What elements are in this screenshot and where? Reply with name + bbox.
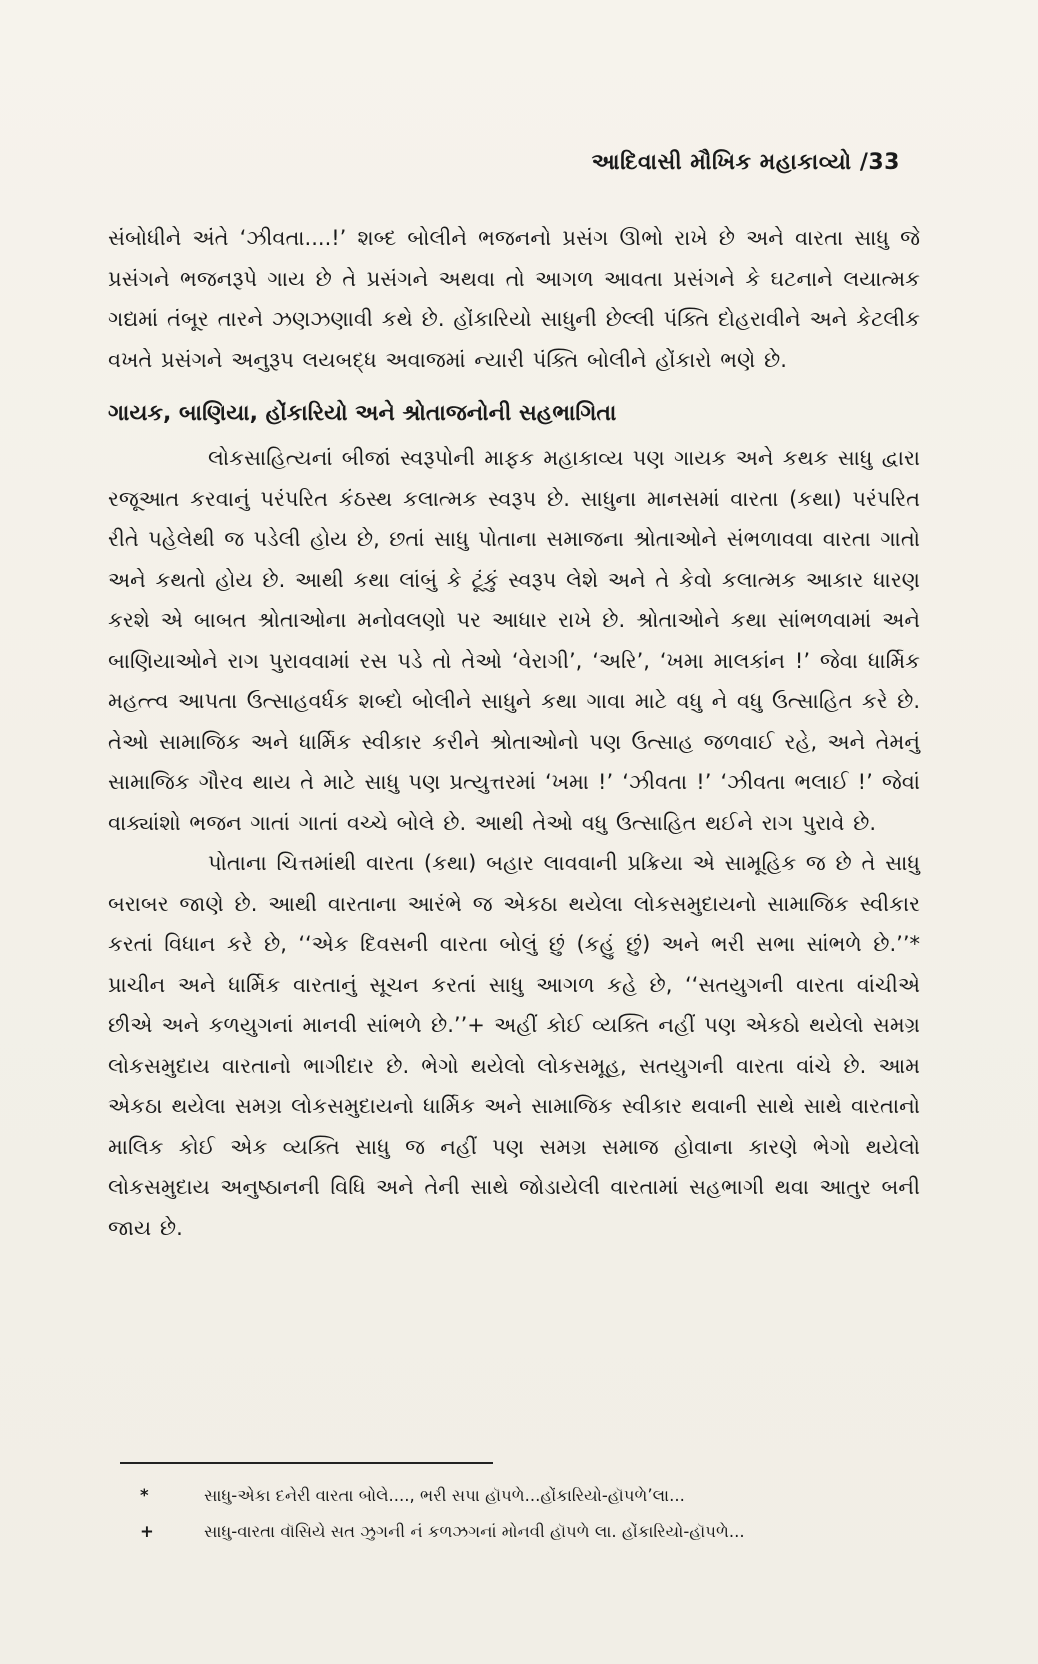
footnote-mark: *: [140, 1486, 149, 1505]
footnote-text: સાધુ-વારતા વૉસિયે સત ઝુગની નં કળઝગનાં મોનવી હૉપળે લા. હોંકારિયો-હૉપળે...: [204, 1522, 745, 1541]
paragraph-1: સંબોધીને અંતે ‘ઝીવતા....!’ શબ્દ બોલીને ભજનનો પ્રસંગ ઊભો રાખે છે અને વારતા સાધુ જે પ્રસંગને ભજનરૂપે ગાય છે તે પ્રસંગને અથવા તો આગળ આવતા પ્રસંગને કે ઘટનાને લયાત્મક ગદ્યમાં તંબૂર તારને ઝણઝણાવી કથે છે. હોંકારિયો સાધુની છેલ્લી પંક્તિ દોહરાવીને અને કેટલીક વખતે પ્રસંગને અનુરૂપ લયબદ્ધ અવાજમાં ન્યારી પંક્તિ બોલીને હોંકારો ભણે છે.: [108, 226, 920, 372]
footnotes: [140, 1478, 920, 1550]
footnote-divider: [120, 1462, 493, 1464]
body-text: [108, 218, 920, 1248]
running-header: આદિવાસી મૌખિક મહાકાવ્યો /33: [591, 150, 900, 175]
paragraph-2: લોકસાહિત્યનાં બીજાં સ્વરૂપોની માફક મહાકાવ્ય પણ ગાયક અને કથક સાધુ દ્વારા રજૂઆત કરવાનું પરંપરિત કંઠસ્થ કલાત્મક સ્વરૂપ છે. સાધુના માનસમાં વારતા (કથા) પરંપરિત રીતે પહેલેથી જ પડેલી હોય છે, છતાં સાધુ પોતાના સમાજના શ્રોતાઓને સંભળાવવા વારતા ગાતો અને કથતો હોય છે. આથી કથા લાંબું કે ટૂંકું સ્વરૂપ લેશે અને તે કેવો કલાત્મક આકાર ધારણ કરશે એ બાબત શ્રોતાઓના મનોવલણો પર આધાર રાખે છે. શ્રોતાઓને કથા સાંભળવામાં અને બાણિયાઓને રાગ પુરાવવામાં રસ પડે તો તેઓ ‘વેરાગી’, ‘અરિ’, ‘ખમા માલકાંન !’ જેવા ધાર્મિક મહત્ત્વ આપતા ઉત્સાહવર્ધક શબ્દો બોલીને સાધુને કથા ગાવા માટે વધુ ને વધુ ઉત્સાહિત કરે છે. તેઓ સામાજિક અને ધાર્મિક સ્વીકાર કરીને શ્રોતાઓનો પણ ઉત્સાહ જળવાઈ રહે, અને તેમનું સામાજિક ગૌરવ થાય તે માટે સાધુ પણ પ્રત્યુત્તરમાં ‘ખમા !’ ‘ઝીવતા !’ ‘ઝીવતા ભલાઈ !’ જેવાં વાક્યાંશો ભજન ગાતાં ગાતાં વચ્ચે બોલે છે. આથી તેઓ વધુ ઉત્સાહિત થઈને રાગ પુરાવે છે.: [108, 446, 920, 835]
footnote-2: [140, 1514, 920, 1550]
footnote-mark: +: [140, 1522, 154, 1541]
footnote-1: [140, 1478, 920, 1514]
section-heading: ગાયક, બાણિયા, હોંકારિયો અને શ્રોતાજનોની સહભાગિતા: [108, 401, 617, 426]
footnote-text: સાધુ-એકા દનેરી વારતા બોલે...., ભરી સપા હૉપળે...હોંકારિયો-હૉપળે’લા...: [204, 1486, 685, 1505]
paragraph-3: પોતાના ચિત્તમાંથી વારતા (કથા) બહાર લાવવાની પ્રક્રિયા એ સામૂહિક જ છે તે સાધુ બરાબર જાણે છે. આથી વારતાના આરંભે જ એકઠા થયેલા લોકસમુદાયનો સામાજિક સ્વીકાર કરતાં વિધાન કરે છે, ‘‘એક દિવસની વારતા બોલું છું (કહું છું) અને ભરી સભા સાંભળે છે.’’* પ્રાચીન અને ધાર્મિક વારતાનું સૂચન કરતાં સાધુ આગળ કહે છે, ‘‘સતયુગની વારતા વાંચીએ છીએ અને કળયુગનાં માનવી સાંભળે છે.’’+ અહીં કોઈ વ્યક્તિ નહીં પણ એકઠો થયેલો સમગ્ર લોકસમુદાય વારતાનો ભાગીદાર છે. ભેગો થયેલો લોકસમૂહ, સતયુગની વારતા વાંચે છે. આમ એકઠા થયેલા સમગ્ર લોકસમુદાયનો ધાર્મિક અને સામાજિક સ્વીકાર થવાની સાથે સાથે વારતાનો માલિક કોઈ એક વ્યક્તિ સાધુ જ નહીં પણ સમગ્ર સમાજ હોવાના કારણે ભેગો થયેલો લોકસમુદાય અનુષ્ઠાનની વિધિ અને તેની સાથે જોડાયેલી વારતામાં સહભાગી થવા આતુર બની જાય છે.: [108, 851, 920, 1240]
